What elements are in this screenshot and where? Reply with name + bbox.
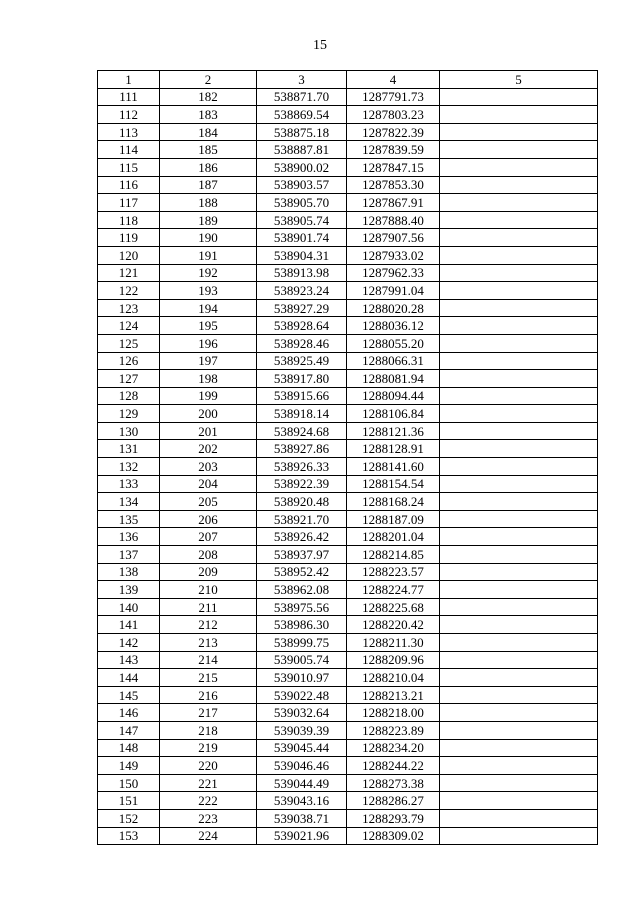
point-number-cell: 222 [160,792,257,810]
table-row [98,229,598,247]
note-cell [440,809,598,827]
row-number-cell: 118 [98,211,160,229]
x-coordinate-cell: 539043.16 [257,792,347,810]
point-number-cell: 201 [160,422,257,440]
note-cell [440,387,598,405]
y-coordinate-cell: 1287803.23 [347,106,440,124]
row-number-cell: 138 [98,563,160,581]
x-coordinate-cell: 538887.81 [257,141,347,159]
point-number-cell: 202 [160,440,257,458]
y-coordinate-cell: 1288121.36 [347,422,440,440]
row-number-cell: 142 [98,634,160,652]
note-cell [440,563,598,581]
note-cell [440,634,598,652]
x-coordinate-cell: 538927.29 [257,299,347,317]
note-cell [440,827,598,845]
row-number-cell: 141 [98,616,160,634]
row-number-cell: 125 [98,334,160,352]
note-cell [440,422,598,440]
x-coordinate-cell: 539010.97 [257,669,347,687]
x-coordinate-cell: 538918.14 [257,405,347,423]
row-number-cell: 150 [98,774,160,792]
table-row [98,282,598,300]
table-body [98,88,598,845]
row-number-cell: 134 [98,493,160,511]
row-number-cell: 120 [98,246,160,264]
y-coordinate-cell: 1288244.22 [347,757,440,775]
table-row [98,370,598,388]
table-row [98,141,598,159]
table-row [98,757,598,775]
y-coordinate-cell: 1287991.04 [347,282,440,300]
y-coordinate-cell: 1288020.28 [347,299,440,317]
note-cell [440,299,598,317]
note-cell [440,176,598,194]
row-number-cell: 137 [98,546,160,564]
table-row [98,721,598,739]
table-row [98,704,598,722]
point-number-cell: 212 [160,616,257,634]
y-coordinate-cell: 1288055.20 [347,334,440,352]
x-coordinate-cell: 538903.57 [257,176,347,194]
point-number-cell: 215 [160,669,257,687]
row-number-cell: 130 [98,422,160,440]
row-number-cell: 144 [98,669,160,687]
row-number-cell: 112 [98,106,160,124]
row-number-cell: 135 [98,510,160,528]
point-number-cell: 199 [160,387,257,405]
row-number-cell: 149 [98,757,160,775]
table-row [98,475,598,493]
note-cell [440,704,598,722]
x-coordinate-cell: 538900.02 [257,158,347,176]
point-number-cell: 219 [160,739,257,757]
point-number-cell: 205 [160,493,257,511]
row-number-cell: 140 [98,598,160,616]
table-row [98,493,598,511]
row-number-cell: 132 [98,458,160,476]
row-number-cell: 146 [98,704,160,722]
point-number-cell: 203 [160,458,257,476]
y-coordinate-cell: 1288211.30 [347,634,440,652]
y-coordinate-cell: 1287791.73 [347,88,440,106]
y-coordinate-cell: 1288066.31 [347,352,440,370]
note-cell [440,510,598,528]
x-coordinate-cell: 538905.70 [257,194,347,212]
x-coordinate-cell: 539022.48 [257,686,347,704]
column-header-1: 1 [98,71,160,89]
row-number-cell: 131 [98,440,160,458]
point-number-cell: 198 [160,370,257,388]
table-row [98,88,598,106]
table-row [98,334,598,352]
row-number-cell: 145 [98,686,160,704]
row-number-cell: 122 [98,282,160,300]
note-cell [440,774,598,792]
row-number-cell: 121 [98,264,160,282]
point-number-cell: 183 [160,106,257,124]
column-header-5: 5 [440,71,598,89]
note-cell [440,440,598,458]
page-number: 15 [313,38,327,53]
row-number-cell: 117 [98,194,160,212]
y-coordinate-cell: 1288218.00 [347,704,440,722]
row-number-cell: 133 [98,475,160,493]
note-cell [440,757,598,775]
x-coordinate-cell: 538905.74 [257,211,347,229]
x-coordinate-cell: 538869.54 [257,106,347,124]
point-number-cell: 216 [160,686,257,704]
point-number-cell: 224 [160,827,257,845]
row-number-cell: 127 [98,370,160,388]
x-coordinate-cell: 538999.75 [257,634,347,652]
y-coordinate-cell: 1288225.68 [347,598,440,616]
x-coordinate-cell: 539044.49 [257,774,347,792]
point-number-cell: 206 [160,510,257,528]
x-coordinate-cell: 538928.46 [257,334,347,352]
table-row [98,176,598,194]
note-cell [440,352,598,370]
y-coordinate-cell: 1287847.15 [347,158,440,176]
y-coordinate-cell: 1288273.38 [347,774,440,792]
x-coordinate-cell: 538925.49 [257,352,347,370]
table-header-row [98,71,598,89]
point-number-cell: 187 [160,176,257,194]
y-coordinate-cell: 1288309.02 [347,827,440,845]
row-number-cell: 123 [98,299,160,317]
column-header-4: 4 [347,71,440,89]
table-row [98,563,598,581]
point-number-cell: 207 [160,528,257,546]
note-cell [440,370,598,388]
note-cell [440,264,598,282]
note-cell [440,739,598,757]
note-cell [440,158,598,176]
note-cell [440,141,598,159]
note-cell [440,686,598,704]
table-row [98,352,598,370]
point-number-cell: 186 [160,158,257,176]
table-row [98,317,598,335]
point-number-cell: 204 [160,475,257,493]
x-coordinate-cell: 538926.42 [257,528,347,546]
y-coordinate-cell: 1287867.91 [347,194,440,212]
table-row [98,528,598,546]
x-coordinate-cell: 538986.30 [257,616,347,634]
row-number-cell: 116 [98,176,160,194]
table-row [98,422,598,440]
x-coordinate-cell: 538920.48 [257,493,347,511]
note-cell [440,598,598,616]
row-number-cell: 114 [98,141,160,159]
point-number-cell: 190 [160,229,257,247]
note-cell [440,88,598,106]
y-coordinate-cell: 1288154.54 [347,475,440,493]
y-coordinate-cell: 1288081.94 [347,370,440,388]
row-number-cell: 153 [98,827,160,845]
x-coordinate-cell: 538952.42 [257,563,347,581]
y-coordinate-cell: 1288234.20 [347,739,440,757]
y-coordinate-cell: 1288220.42 [347,616,440,634]
point-number-cell: 188 [160,194,257,212]
row-number-cell: 126 [98,352,160,370]
x-coordinate-cell: 538928.64 [257,317,347,335]
y-coordinate-cell: 1288141.60 [347,458,440,476]
point-number-cell: 192 [160,264,257,282]
x-coordinate-cell: 538926.33 [257,458,347,476]
y-coordinate-cell: 1288210.04 [347,669,440,687]
point-number-cell: 221 [160,774,257,792]
y-coordinate-cell: 1288209.96 [347,651,440,669]
x-coordinate-cell: 538871.70 [257,88,347,106]
point-number-cell: 211 [160,598,257,616]
point-number-cell: 197 [160,352,257,370]
table-row [98,123,598,141]
note-cell [440,123,598,141]
y-coordinate-cell: 1288128.91 [347,440,440,458]
table-row [98,246,598,264]
table-row [98,651,598,669]
x-coordinate-cell: 539038.71 [257,809,347,827]
note-cell [440,493,598,511]
point-number-cell: 223 [160,809,257,827]
row-number-cell: 139 [98,581,160,599]
y-coordinate-cell: 1288224.77 [347,581,440,599]
x-coordinate-cell: 538917.80 [257,370,347,388]
x-coordinate-cell: 538913.98 [257,264,347,282]
point-number-cell: 189 [160,211,257,229]
x-coordinate-cell: 538937.97 [257,546,347,564]
y-coordinate-cell: 1287839.59 [347,141,440,159]
x-coordinate-cell: 538975.56 [257,598,347,616]
point-number-cell: 200 [160,405,257,423]
point-number-cell: 182 [160,88,257,106]
note-cell [440,669,598,687]
table-row [98,194,598,212]
row-number-cell: 113 [98,123,160,141]
row-number-cell: 136 [98,528,160,546]
note-cell [440,616,598,634]
row-number-cell: 115 [98,158,160,176]
x-coordinate-cell: 538875.18 [257,123,347,141]
x-coordinate-cell: 538927.86 [257,440,347,458]
note-cell [440,211,598,229]
row-number-cell: 111 [98,88,160,106]
point-number-cell: 209 [160,563,257,581]
x-coordinate-cell: 538922.39 [257,475,347,493]
point-number-cell: 218 [160,721,257,739]
row-number-cell: 143 [98,651,160,669]
point-number-cell: 194 [160,299,257,317]
table-row [98,458,598,476]
table-row [98,669,598,687]
x-coordinate-cell: 538901.74 [257,229,347,247]
row-number-cell: 129 [98,405,160,423]
point-number-cell: 196 [160,334,257,352]
y-coordinate-cell: 1288187.09 [347,510,440,528]
point-number-cell: 193 [160,282,257,300]
table-row [98,827,598,845]
point-number-cell: 210 [160,581,257,599]
point-number-cell: 214 [160,651,257,669]
y-coordinate-cell: 1288213.21 [347,686,440,704]
note-cell [440,334,598,352]
row-number-cell: 152 [98,809,160,827]
table-row [98,211,598,229]
table-row [98,405,598,423]
table-row [98,739,598,757]
row-number-cell: 147 [98,721,160,739]
note-cell [440,317,598,335]
x-coordinate-cell: 538915.66 [257,387,347,405]
point-number-cell: 195 [160,317,257,335]
x-coordinate-cell: 538924.68 [257,422,347,440]
note-cell [440,721,598,739]
point-number-cell: 184 [160,123,257,141]
point-number-cell: 217 [160,704,257,722]
x-coordinate-cell: 539021.96 [257,827,347,845]
table-row [98,158,598,176]
note-cell [440,405,598,423]
table-row [98,546,598,564]
row-number-cell: 119 [98,229,160,247]
note-cell [440,246,598,264]
table-row [98,634,598,652]
y-coordinate-cell: 1288094.44 [347,387,440,405]
x-coordinate-cell: 539045.44 [257,739,347,757]
table-row [98,510,598,528]
table-row [98,264,598,282]
y-coordinate-cell: 1288223.89 [347,721,440,739]
note-cell [440,651,598,669]
x-coordinate-cell: 538904.31 [257,246,347,264]
y-coordinate-cell: 1288036.12 [347,317,440,335]
y-coordinate-cell: 1288214.85 [347,546,440,564]
y-coordinate-cell: 1288293.79 [347,809,440,827]
row-number-cell: 148 [98,739,160,757]
column-header-3: 3 [257,71,347,89]
table-row [98,616,598,634]
x-coordinate-cell: 538923.24 [257,282,347,300]
table-row [98,106,598,124]
x-coordinate-cell: 539032.64 [257,704,347,722]
table-row [98,792,598,810]
column-header-2: 2 [160,71,257,89]
y-coordinate-cell: 1288201.04 [347,528,440,546]
row-number-cell: 124 [98,317,160,335]
y-coordinate-cell: 1288106.84 [347,405,440,423]
coordinates-table [97,70,598,845]
y-coordinate-cell: 1287907.56 [347,229,440,247]
note-cell [440,229,598,247]
y-coordinate-cell: 1288286.27 [347,792,440,810]
y-coordinate-cell: 1287888.40 [347,211,440,229]
y-coordinate-cell: 1287933.02 [347,246,440,264]
point-number-cell: 191 [160,246,257,264]
x-coordinate-cell: 539039.39 [257,721,347,739]
x-coordinate-cell: 538921.70 [257,510,347,528]
table-row [98,598,598,616]
note-cell [440,106,598,124]
point-number-cell: 208 [160,546,257,564]
note-cell [440,546,598,564]
y-coordinate-cell: 1287822.39 [347,123,440,141]
y-coordinate-cell: 1288223.57 [347,563,440,581]
table-row [98,387,598,405]
y-coordinate-cell: 1287962.33 [347,264,440,282]
row-number-cell: 128 [98,387,160,405]
point-number-cell: 220 [160,757,257,775]
note-cell [440,194,598,212]
table-row [98,774,598,792]
note-cell [440,792,598,810]
point-number-cell: 213 [160,634,257,652]
x-coordinate-cell: 539005.74 [257,651,347,669]
note-cell [440,581,598,599]
table-row [98,440,598,458]
row-number-cell: 151 [98,792,160,810]
note-cell [440,458,598,476]
y-coordinate-cell: 1287853.30 [347,176,440,194]
y-coordinate-cell: 1288168.24 [347,493,440,511]
table-row [98,809,598,827]
note-cell [440,282,598,300]
note-cell [440,475,598,493]
table-row [98,299,598,317]
x-coordinate-cell: 539046.46 [257,757,347,775]
table-row [98,581,598,599]
note-cell [440,528,598,546]
point-number-cell: 185 [160,141,257,159]
table-row [98,686,598,704]
x-coordinate-cell: 538962.08 [257,581,347,599]
